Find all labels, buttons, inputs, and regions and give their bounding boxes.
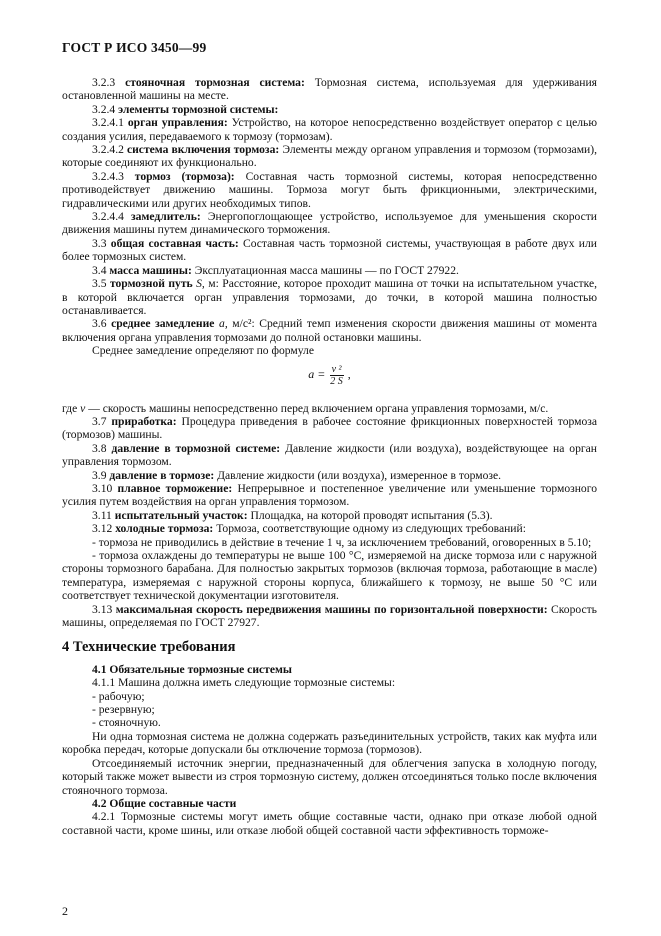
clause-number: 3.10 [92, 481, 113, 495]
definition-3-2-4-2 [62, 143, 597, 170]
definition-3-2-4-4 [62, 210, 597, 237]
definition-text: Составная часть тормозной системы, участвующая в работе двух или более тормозных систем. [62, 236, 597, 264]
clause-number: 3.4 [92, 263, 107, 277]
clause-number: 3.9 [92, 468, 107, 482]
definition-3-10 [62, 482, 597, 509]
definition-text: Непрерывное и постепенное увеличение или уменьшение тормозного усилия путем воздействия на орган управления тормозом. [62, 481, 597, 509]
section-4-title: 4 Технические требования [62, 639, 236, 656]
term: среднее замедление [111, 317, 215, 331]
definition-3-2-4 [62, 103, 597, 116]
term: система включения тормоза: [126, 143, 280, 157]
definition-3-2-4-1 [62, 116, 597, 143]
subsection-4-1-title: 4.1 Обязательные тормозные системы [92, 662, 292, 676]
formula [62, 364, 597, 398]
definition-3-6 [62, 317, 597, 344]
formula-intro: Среднее замедление определяют по формуле [92, 344, 314, 358]
definition-text: Устройство, на которое непосредственно воздействует оператор с целью создания усилия, передаваемого к тормозу (тормозам). [62, 116, 597, 143]
term: стояночная тормозная система: [125, 76, 305, 89]
symbol: v [80, 401, 86, 415]
definition-text: Тормозная система, используемая для удерживания остановленной машины на месте. [62, 76, 597, 103]
paragraph: Ни одна тормозная система не должна содержать разъединительных устройств, таких как муфта или коробка передач, которые допускали бы отключение тормоза (тормозов). [62, 729, 597, 757]
clause-number: 3.7 [92, 414, 107, 428]
clause-number: 3.2.3 [92, 76, 116, 89]
term: максимальная скорость передвижения машины по горизонтальной поверхности: [115, 602, 548, 616]
definition-text: Процедура приведения в рабочее состояние фрикционных поверхностей тормоза (тормозов) машины. [62, 414, 597, 442]
list-item: - резервную; [92, 703, 155, 717]
definition-3-13 [62, 603, 597, 630]
clause-number: 3.3 [92, 236, 107, 250]
where-text: — скорость машины непосредственно перед включением органа управления тормозами, м/с. [88, 401, 549, 415]
definition-3-2-4-3 [62, 170, 597, 210]
clause-number: 3.2.4.1 [92, 116, 124, 130]
subsection-4-2-title: 4.2 Общие составные части [92, 796, 237, 810]
term: приработка: [111, 414, 177, 428]
term: масса машины: [109, 263, 192, 277]
where-prefix: где [62, 401, 78, 415]
definition-text: Тормоза, соответствующие одному из следующих требований: [216, 522, 526, 536]
clause-4-2-1: 4.2.1 Тормозные системы могут иметь общие составные части, однако при отказе любой одной составной части, кроме шины, или отказе любой общей составной части эффективность торможе- [62, 810, 597, 837]
formula-numerator: v ² [331, 363, 342, 375]
formula-lhs: a = [308, 367, 326, 382]
formula-where [62, 402, 597, 415]
formula-denominator: 2 S [330, 375, 343, 387]
definition-text: Элементы между органом управления и тормозом (тормозами), которые соединяют их функционально. [62, 143, 597, 170]
clause-number: 3.2.4.2 [92, 143, 124, 157]
paragraph: Отсоединяемый источник энергии, предназначенный для облегчения запуска в холодную погоду, который также может вывести из строя тормозную систему, должен отсоединяться только после включения стояночного тормоза. [62, 756, 597, 797]
list-item: - стояночную. [92, 716, 161, 730]
definition-text: Площадка, на которой проводят испытания (5.3). [250, 508, 493, 522]
definition-text: Скорость машины, определяемая по ГОСТ 27927. [62, 602, 597, 630]
term: тормозной путь [109, 277, 193, 291]
formula-tail: , [347, 367, 351, 382]
symbol: a, [219, 317, 228, 331]
term: холодные тормоза: [115, 522, 214, 536]
list-item: - рабочую; [92, 689, 145, 703]
clause-number: 3.6 [92, 317, 107, 331]
definition-3-3 [62, 237, 597, 264]
definition-text: Давление жидкости (или воздуха), воздействующее на орган управления тормозом. [62, 441, 598, 469]
definition-3-4 [62, 264, 597, 277]
term: испытательный участок: [114, 508, 248, 522]
definition-text: м: Расстояние, которое проходит машина от точки на испытательном участке, в которой включается орган управления тормозами, до точки, в которой машина полностью останавливается. [62, 277, 597, 317]
definition-3-11 [62, 509, 597, 522]
clause-number: 3.5 [92, 277, 107, 291]
document-body [62, 76, 597, 837]
clause-number: 3.2.4.4 [92, 210, 124, 224]
clause-4-1-1: 4.1.1 Машина должна иметь следующие тормозные системы: [92, 676, 396, 690]
page-number: 2 [62, 904, 68, 918]
term: общая составная часть: [110, 236, 239, 250]
definition-3-2-3 [62, 76, 597, 103]
cold-brakes-condition-1: - тормоза не приводились в действие в течение 1 ч, за исключением требований, оговоренных в 5.10; [92, 535, 592, 549]
term: давление в тормозе: [109, 468, 215, 482]
definition-3-9 [62, 469, 597, 482]
clause-number: 3.12 [92, 522, 113, 536]
document-header: ГОСТ Р ИСО 3450—99 [62, 40, 207, 55]
cold-brakes-condition-2: - тормоза охлаждены до температуры не выше 100 °С, измеряемой на диске тормоза или с наружной стороны тормозного барабана. Для полностью закрытых тормозов (включая тормоза, работающие в масле) температура, измеряемая с наружной стороны корпуса, ближайшего к тормозу, не выше 50 °С или соответствует технической документации изготовителя. [62, 549, 597, 603]
definition-3-5 [62, 277, 597, 317]
definition-3-8 [62, 442, 597, 469]
term: тормоз (тормоза): [134, 169, 235, 183]
clause-number: 3.2.4 [92, 102, 116, 116]
definition-3-12 [62, 522, 597, 535]
definition-text: Давление жидкости (или воздуха), измеренное в тормозе. [217, 468, 502, 482]
definition-3-7 [62, 415, 597, 442]
formula-fraction [328, 364, 345, 387]
definition-text: м/с²: Средний темп изменения скорости движения машины от момента включения органа управления тормозами до полной остановки машины. [62, 317, 598, 344]
term: замедлитель: [131, 210, 201, 224]
clause-number: 3.13 [92, 602, 113, 616]
clause-number: 3.8 [92, 441, 107, 455]
definition-text: Энергопоглощающее устройство, используемое для уменьшения скорости движения машины путем динамического торможения. [62, 210, 598, 237]
term: орган управления: [127, 116, 228, 130]
clause-number: 3.2.4.3 [92, 169, 124, 183]
term: давление в тормозной системе: [111, 441, 281, 455]
term: элементы тормозной системы: [118, 102, 279, 116]
definition-text: Эксплуатационная масса машины — по ГОСТ 27922. [194, 263, 459, 277]
definition-text: Составная часть тормозной системы, которая непосредственно противодействует движению машины. Тормоза могут быть фрикционными, электрическими, гидравлическими или других необходимых типов. [62, 169, 598, 210]
term: плавное торможение: [117, 481, 233, 495]
symbol: S, [196, 277, 205, 291]
clause-number: 3.11 [92, 508, 112, 522]
